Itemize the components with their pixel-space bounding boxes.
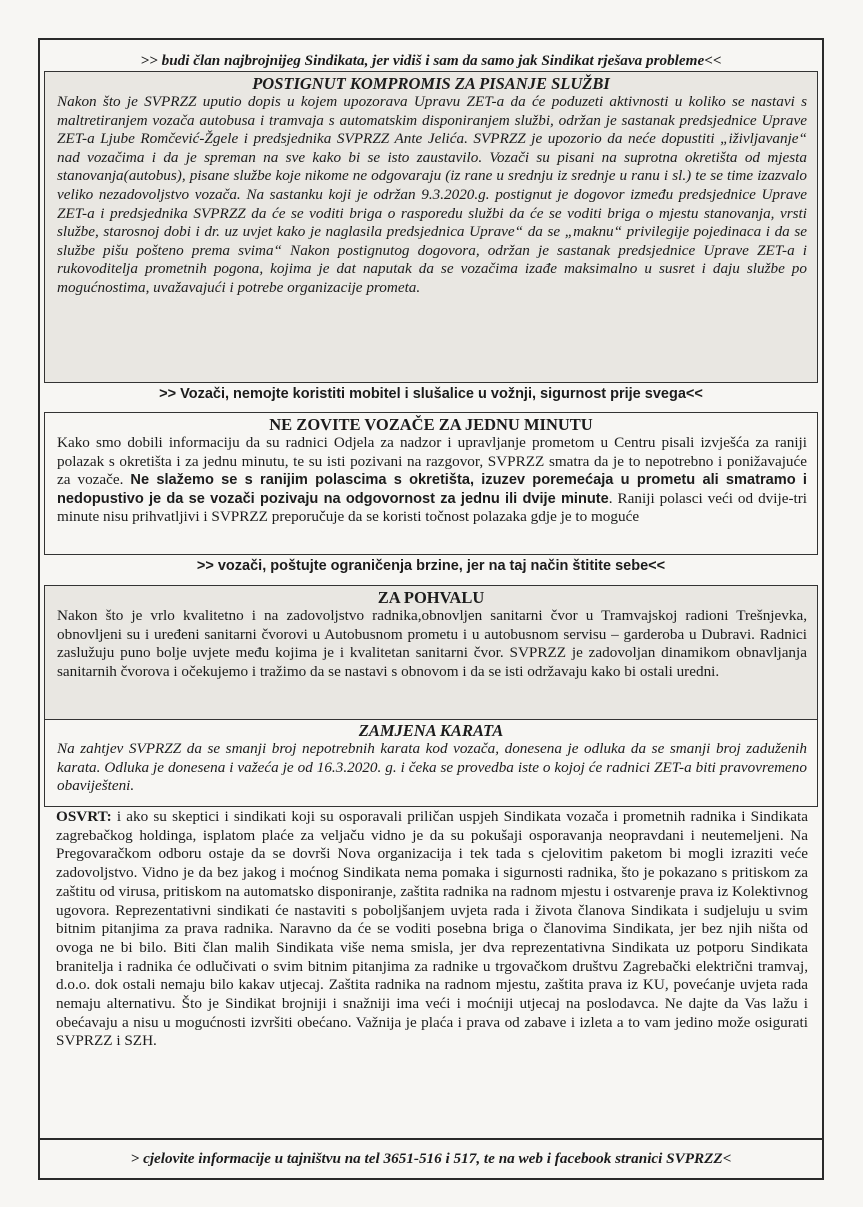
review-text: i ako su skeptici i sindikati koji su osporavali priličan uspjeh Sindikata vozača i prometnih radnika i Sindikata zagrebačkog holdinga, isplatom plaće za veljaču vidno je da su pokušaji osporavanja neopravdani i neutemeljeni. Na Pregovaračkom odboru ostaje da se dovrši Nova organizacija i tek tada s cjelovitim paketom bi mogli izraziti veće zadovoljstvo. Vidno je da bez jakog i moćnog Sindikata nema pomaka i sigurnosti radnika, što je pokazano s pritiskom za zaštitu od virusa, pritiskom na automatsko disponiranje, zaštita radnika na radnom mjestu i ostvarenje prava iz Kolektivnog ugovora. Reprezentativni sindikati će nastaviti s poboljšanjem uvjeta rada i života članova Sindikata i sudjeluju u svim bitnim pitanjima za prava radnika. Naravno da će se voditi posebna briga o članovima Sindikata, jer bez njih ništa od ovoga ne bi bilo. Biti član malih Sindikata više nema smisla, jer dva reprezentativna Sindikata uz potporu Sindikata branitelja i radnika će odlučivati o svim bitnim pitanjima za radnike u trgovačkom društvu Zagrebački električni tramvaj, d.o.o. dok ostali nemaju bilo kakav utjecaj. Zaštita radnika na radnom mjestu, zaštita prava iz KU, povećanje uvjeta rada nemaju alternativu. Što je Sindikat brojniji i snažniji ima veći i moćniji utjecaj na poslodavca. Ne dajte da Vas lažu i obećavaju a nisu u mogućnosti izvršiti obećano. Važnija je plaća i prava od zabave i izleta a to vam jedino može osigurati SVPRZZ i SZH. [56,808,808,1050]
body-bold: Ne slažemo se s ranijim polascima s okretišta, izuzev poremećaja u prometu ali smatramo i nedopustivo je da se vozači pozivaju na odgovornost za jednu ili dvije minute [57,472,807,507]
slogan-mobile: >> Vozači, nemojte koristiti mobitel i slušalice u vožnji, sigurnost prije svega<< [159,386,703,402]
section-tickets-title: ZAMJENA KARATA [358,721,504,740]
section-compromise-body: Nakon što je SVPRZZ uputio dopis u kojem upozorava Upravu ZET-a da će poduzeti aktivnosti u koliko se nastavi s maltretiranjem vozača autobusa i tramvaja s automatskim disponiranjem službi, održan je sastanak predsjednice Uprave ZET-a Ljube Romčević-Žgele i predsjednika SVPRZZ Ante Jelića. SVPRZZ je upozorio da neće dopustiti „iživljavanje“ nad vozačima i da je spreman na sve kako bi se isto zaustavilo. Vozači su pisani na suprotna okretišta od mjesta stanovanja(autobus), pisane službe koje nikome ne odgovaraju (iz rane u srednju iz srednje u ranu i sl.) te se time izazvalo veliko nezadovoljstvo vozača. Na sastanku koji je održan 9.3.2020.g. postignut je dogovor između predsjednice Uprave ZET-a i predsjednika SVPRZZ da će se voditi briga o rasporedu službi da će se voditi briga o mjestu stanovanja, vrsti službe, starosnoj dobi i dr. uz uvjet kako je naglasila predsjednica Uprave“ da se „maknu“ privilegije pojedinaca i da se službe pišu pošteno prema svima“ Nakon postignutog dogovora, održan je sastanak predsjednice Uprave ZET-a i rukovoditelja prometnih pogona, kojima je dat naputak da se vozačima izađe maksimalno u susret i daju službe po mogućnostima, uvažavajući i potrebe organizacije prometa. [57,93,807,296]
body-end: . Raniji polasci veći od dvije-tri minute nisu prihvatljivi i SVPRZZ preporučuje da se koristi točnost polazaka gdje je to moguće [57,489,808,526]
section-review-body [44,808,818,1051]
section-review [44,808,818,1138]
slogan-top: >> budi član najbrojnijeg Sindikata, jer vidiš i sam da samo jak Sindikat rješava probleme<< [140,52,722,69]
section-one-minute [44,412,818,555]
section-one-minute-body [45,434,817,527]
body-start: Kako smo dobili informaciju da su radnici Odjela za nadzor i upravljanje prometom u Centru pisali izvješća za raniji polazak s okretišta i za jednu minutu, te su isti pozivani na razgovor, SVPRZZ smatra da je to nepotrebno i ponižavajuće za vozače. [57,434,807,489]
section-tickets-body: Na zahtjev SVPRZZ da se smanji broj nepotrebnih karata kod vozača, donesena je odluka da se smanji broj zaduženih karata. Odluka je donesena i važeća je od 16.3.2020. g. i čeka se provedba iste o kojoj će radnici ZET-a biti pravovremeno obaviješteni. [57,740,807,795]
section-compromise-title: POSTIGNUT KOMPROMIS ZA PISANJE SLUŽBI [252,74,610,93]
section-praise [44,585,818,720]
section-praise-body: Nakon što je vrlo kvalitetno i na zadovoljstvo radnika,obnovljen sanitarni čvor u Tramvajskoj radioni Trešnjevka, obnovljeni su i uređeni sanitarni čvorovi u Autobusnom prometu i u autobusnom servisu – garderoba u Dubravi. Radnici zaslužuju puno bolje uvjete među kojima je i kvalitetan sanitarni čvor. SVPRZZ je zadovoljan dinamikom obnavljanja sanitarnih čvorova i očekujemo i tražimo da se nastavi s obnovom i da se isti održavaju kako bi ostali uredni. [57,607,807,680]
footer-divider [38,1138,824,1140]
slogan-speed: >> vozači, poštujte ograničenja brzine, jer na taj način štitite sebe<< [196,558,666,574]
review-label: OSVRT: [56,808,112,825]
footer-contact: > cjelovite informacije u tajništvu na tel 3651-516 i 517, te na web i facebook stranici SVPRZZ< [130,1150,732,1167]
section-praise-title: ZA POHVALU [377,588,485,607]
section-compromise [44,71,818,383]
section-one-minute-title: NE ZOVITE VOZAČE ZA JEDNU MINUTU [269,415,593,434]
section-tickets [44,719,818,807]
